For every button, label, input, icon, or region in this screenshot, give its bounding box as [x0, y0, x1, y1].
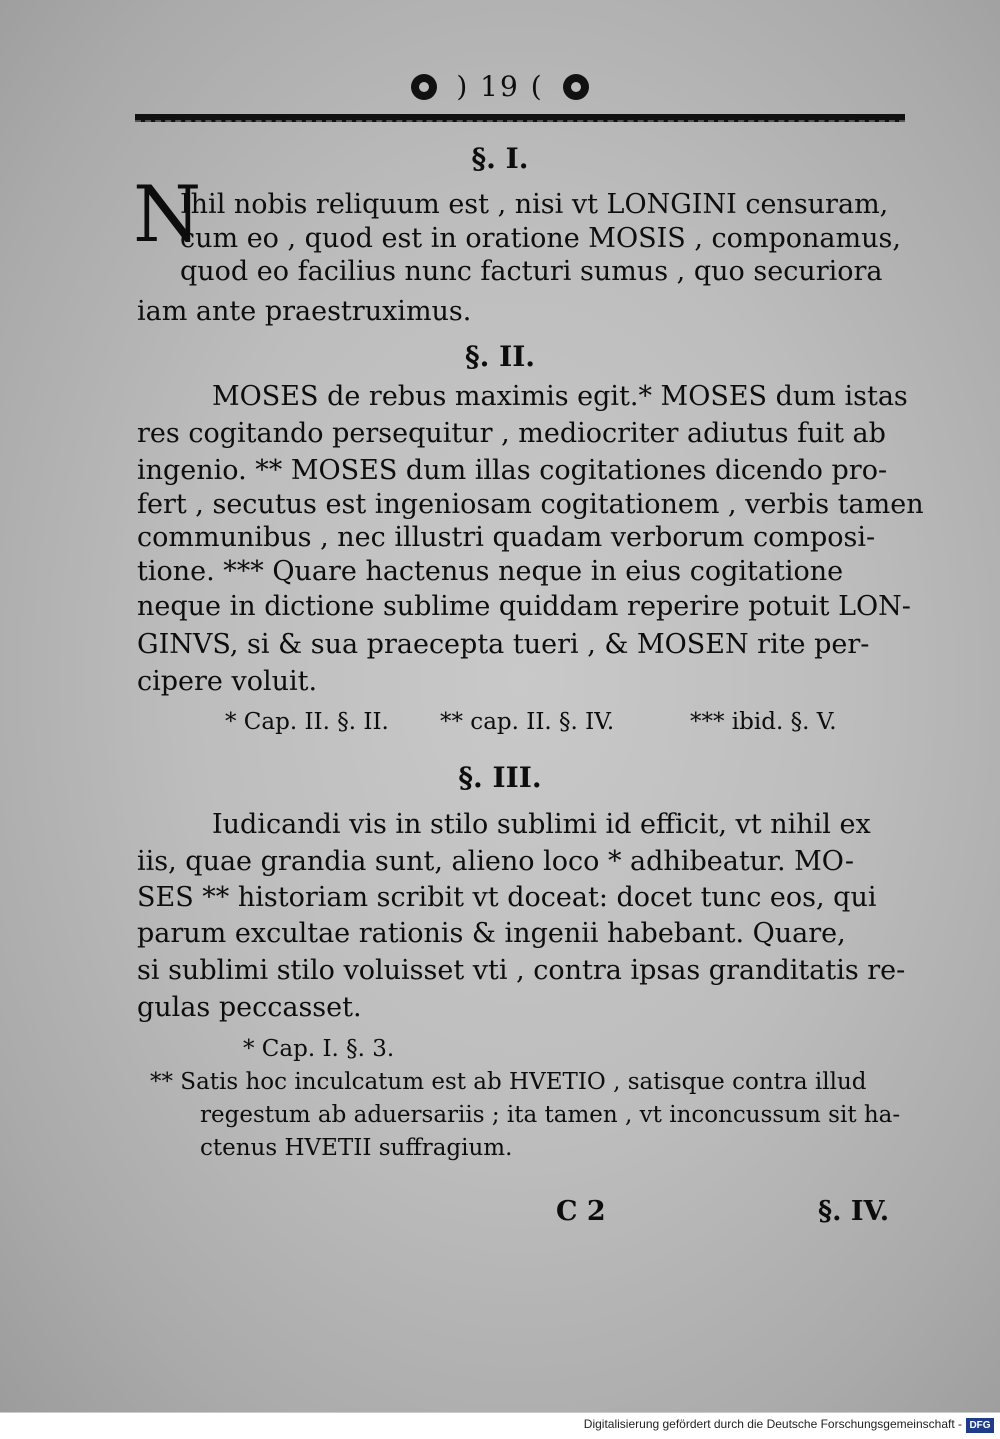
page-header — [0, 70, 1000, 106]
text-line: parum excultae rationis & ingenii habebant. Quare, — [137, 918, 846, 949]
text-line: SES ** historiam scribit vt doceat: docet tunc eos, qui — [137, 882, 877, 913]
text-line: si sublimi stilo voluisset vti , contra ipsas granditatis re- — [137, 955, 906, 986]
rosette-ornament-icon — [411, 74, 437, 100]
footer-credit: Digitalisierung gefördert durch die Deutsche Forschungsgemeinschaft - — [583, 1417, 962, 1431]
dfg-logo: DFG — [966, 1418, 994, 1433]
section-heading-2: §. II. — [464, 340, 536, 373]
footnote: ** Satis hoc inculcatum est ab HVETIO , satisque contra illud — [150, 1069, 867, 1095]
text-line: iam ante praestruximus. — [137, 296, 472, 327]
header-rule — [135, 114, 905, 122]
section-heading-1: §. I. — [471, 142, 529, 175]
footnote-ref: * Cap. II. §. II. — [225, 709, 389, 735]
text-line: ingenio. ** MOSES dum illas cogitationes dicendo pro- — [137, 455, 888, 486]
digitization-footer — [0, 1412, 1000, 1439]
text-line: GINVS, si & sua praecepta tueri , & MOSEN rite per- — [137, 629, 870, 660]
text-line: cipere voluit. — [137, 666, 318, 697]
text-line — [180, 222, 905, 288]
signature-mark: C 2 — [556, 1196, 606, 1227]
text-line: neque in dictione sublime quiddam reperire potuit LON- — [137, 591, 911, 622]
text-line-wrap: cum eo , quod est in oratione MOSIS , componamus, quod eo facilius nunc facturi sumus , quo securiora — [180, 223, 901, 287]
footnote: ctenus HVETII suffragium. — [200, 1135, 513, 1161]
text-line: tione. *** Quare hactenus neque in eius cogitatione — [137, 556, 844, 587]
rosette-ornament-icon — [563, 74, 589, 100]
footnote-ref: *** ibid. §. V. — [690, 709, 837, 735]
page-number: ) 19 ( — [456, 70, 544, 103]
text-line: iis, quae grandia sunt, alieno loco * adhibeatur. MO- — [137, 846, 855, 877]
text-line: Iudicandi vis in stilo sublimi id efficit, vt nihil ex — [212, 809, 871, 840]
text-line: fert , secutus est ingeniosam cogitationem , verbis tamen — [137, 489, 924, 520]
catchword: §. IV. — [818, 1196, 890, 1227]
text-line: gulas peccasset. — [137, 992, 362, 1023]
text-line: Ihil nobis reliquum est , nisi vt LONGINI censuram, — [180, 189, 889, 220]
footnote: * Cap. I. §. 3. — [243, 1036, 395, 1062]
section-heading-3: §. III. — [458, 761, 542, 794]
footnote-ref: ** cap. II. §. IV. — [440, 709, 615, 735]
footnote: regestum ab aduersariis ; ita tamen , vt inconcussum sit ha- — [200, 1102, 901, 1128]
text-line: communibus , nec illustri quadam verborum composi- — [137, 522, 876, 553]
drop-capital: N — [133, 170, 202, 260]
text-line: MOSES de rebus maximis egit.* MOSES dum istas — [212, 381, 908, 412]
text-line: res cogitando persequitur , mediocriter adiutus fuit ab — [137, 418, 886, 449]
